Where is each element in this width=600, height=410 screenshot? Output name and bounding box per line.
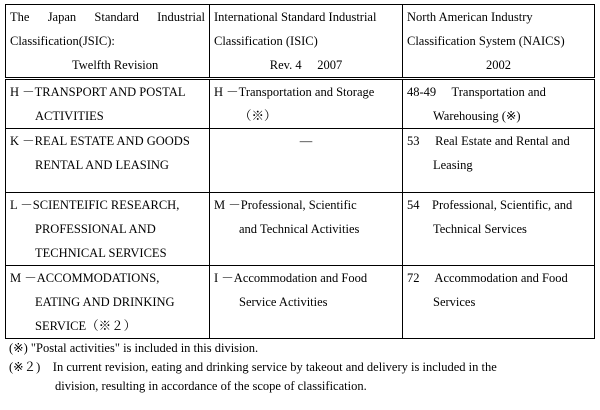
jsic-line: ACTIVITIES (35, 109, 104, 123)
jsic-line: K －REAL ESTATE AND GOODS (10, 134, 190, 148)
isic-cell (210, 193, 403, 266)
jsic-line: L －SCIENTEIFIC RESEARCH, (10, 198, 180, 212)
classification-table (5, 4, 595, 339)
footnote-eating-line1: (※２) In current revision, eating and drinking service by takeout and delivery is included in the (9, 360, 497, 374)
table-row (6, 79, 595, 129)
header-naics-line3: 2002 (486, 58, 511, 72)
jsic-cell (6, 79, 210, 129)
jsic-line: RENTAL AND LEASING (35, 158, 169, 172)
naics-line: 72 Accommodation and Food (407, 271, 568, 285)
jsic-line: PROFESSIONAL AND (35, 222, 156, 236)
header-jsic-line3: Twelfth Revision (72, 58, 159, 72)
naics-line: Warehousing (※) (433, 109, 521, 123)
isic-cell (210, 266, 403, 339)
isic-line: H －Transportation and Storage (214, 85, 375, 99)
jsic-line: EATING AND DRINKING (35, 295, 175, 309)
naics-line: Services (433, 295, 476, 309)
naics-cell (403, 79, 595, 129)
header-naics-line1: North American Industry (407, 10, 533, 24)
isic-line: M －Professional, Scientific (214, 198, 357, 212)
footnote-postal: (※) "Postal activities" is included in this division. (9, 341, 259, 355)
naics-cell (403, 266, 595, 339)
isic-line: （※） (239, 109, 277, 123)
jsic-line: M －ACCOMMODATIONS, (10, 271, 160, 285)
naics-line: 54 Professional, Scientific, and (407, 198, 573, 212)
header-isic-line1: International Standard Industrial (214, 10, 377, 24)
naics-line: 53 Real Estate and Rental and (407, 134, 570, 148)
header-row (6, 5, 595, 79)
naics-cell (403, 129, 595, 193)
isic-line: I －Accommodation and Food (214, 271, 368, 285)
naics-cell (403, 193, 595, 266)
isic-line: — (299, 134, 313, 148)
header-jsic (6, 5, 210, 79)
header-jsic-line2: Classification(JSIC): (10, 34, 115, 48)
header-isic-line2: Classification (ISIC) (214, 34, 318, 48)
naics-line: Leasing (433, 158, 473, 172)
header-isic-line3: Rev. 4 2007 (269, 58, 343, 72)
jsic-cell (6, 129, 210, 193)
jsic-line: H －TRANSPORT AND POSTAL (10, 85, 186, 99)
table-row (6, 266, 595, 339)
footnotes (9, 339, 497, 396)
isic-line: and Technical Activities (239, 222, 360, 236)
table-row (6, 129, 595, 193)
header-jsic-line1: The Japan Standard Industrial (10, 10, 205, 24)
isic-line: Service Activities (239, 295, 328, 309)
naics-line: 48-49 Transportation and (407, 85, 546, 99)
footnote-eating-line2: division, resulting in accordance of the scope of classification. (55, 379, 367, 393)
header-isic (210, 5, 403, 79)
jsic-cell (6, 193, 210, 266)
isic-cell (210, 129, 403, 193)
header-naics-line2: Classification System (NAICS) (407, 34, 565, 48)
jsic-line: TECHNICAL SERVICES (35, 246, 167, 260)
table-row (6, 193, 595, 266)
naics-line: Technical Services (433, 222, 527, 236)
isic-cell (210, 79, 403, 129)
header-naics (403, 5, 595, 79)
jsic-cell (6, 266, 210, 339)
jsic-line: SERVICE（※２） (35, 319, 137, 333)
